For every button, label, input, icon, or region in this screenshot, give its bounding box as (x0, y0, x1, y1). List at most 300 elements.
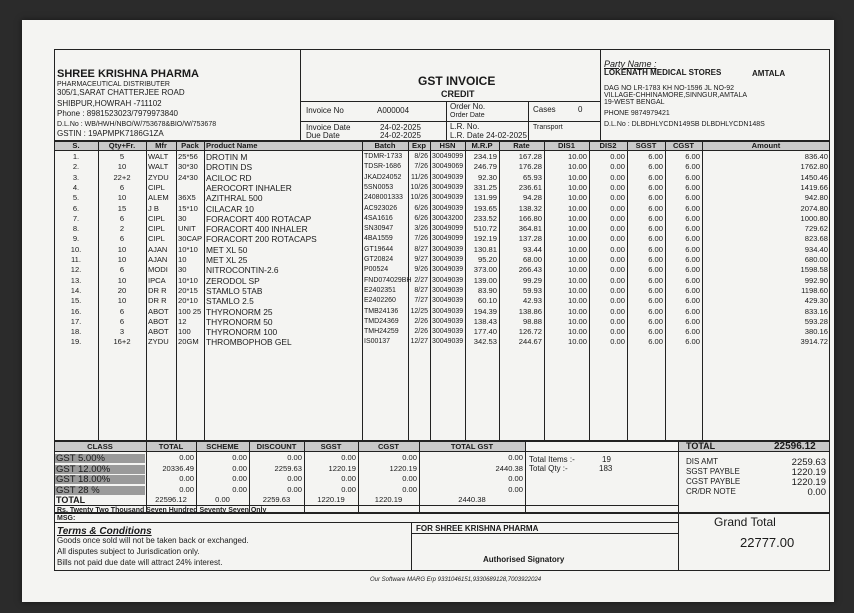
cell-expiry: 9/26 (414, 266, 428, 274)
table-row (54, 234, 830, 244)
cell-qty: 6 (119, 265, 125, 275)
cell-pack: 30CAP (178, 234, 203, 244)
cell-sgst: 6.00 (648, 285, 663, 295)
total-qty-value: 183 (599, 464, 613, 473)
cell-batch: FND074029BH (364, 276, 412, 284)
cell-product-name: ZERODOL SP (206, 275, 260, 286)
cell-cgst: 6.00 (685, 265, 700, 275)
cell-batch: E2402351 (364, 286, 396, 294)
cell-qty: 10 (117, 244, 127, 254)
cell-mfr: CIPL (148, 224, 165, 234)
cell-dis1: 10.00 (567, 275, 587, 285)
invoice-title: GST INVOICE (418, 74, 496, 88)
cell-rate: 364.81 (518, 224, 542, 234)
cell-product-name: FORACORT 400 INHALER (206, 224, 308, 235)
cell-qty: 5 (119, 152, 125, 161)
cell-pack: 100 (178, 327, 191, 337)
cell-qty: 6 (119, 306, 125, 316)
cell-product-name: THYRONORM 25 (206, 306, 273, 317)
totals-row-value: 0.00 (807, 487, 826, 498)
tax-cell-class: GST 28 % (56, 484, 100, 496)
cell-amount: 729.62 (804, 224, 828, 234)
cell-expiry: 2/27 (414, 276, 428, 284)
cell-batch: SN30947 (364, 225, 394, 233)
cell-cgst: 6.00 (685, 213, 700, 223)
party-name: LOKENATH MEDICAL STORES (604, 68, 722, 77)
cell-hsn: 30049099 (432, 153, 464, 160)
cell-serial: 4. (72, 182, 80, 192)
cell-qty: 10 (117, 275, 127, 285)
cell-product-name: FORACORT 200 ROTACAPS (206, 234, 317, 245)
total-items-label: Total Items :- (529, 455, 575, 464)
tax-cell-class: GST 5.00% (56, 453, 105, 464)
cell-qty: 16+2 (113, 337, 131, 347)
grand-total-value: 22777.00 (740, 535, 795, 550)
cell-mrp: 234.19 (473, 152, 497, 161)
column-header-dis1: DIS1 (558, 141, 575, 150)
tax-cell-total: 0.00 (179, 474, 194, 483)
tax-column-divider (419, 441, 420, 513)
cell-qty: 10 (117, 296, 127, 306)
cell-hsn: 30049039 (432, 328, 464, 336)
cell-batch: P00524 (364, 266, 389, 274)
tax-total-cgst: 1220.19 (374, 495, 403, 504)
software-footer: Our Software MARG Erp 9331046151,9330689128,7003922024 (370, 577, 542, 583)
cell-dis1: 10.00 (567, 244, 587, 254)
cell-amount: 942.80 (804, 193, 828, 203)
cell-batch: 4BA1559 (364, 235, 393, 243)
tax-cell-discount: 2259.63 (274, 463, 302, 473)
cell-serial: 1. (72, 152, 80, 161)
cell-product-name: MET XL 25 (206, 255, 248, 265)
totals-row-label: CR/DR NOTE (686, 487, 736, 496)
cell-batch: IS00137 (364, 338, 391, 346)
cell-mrp: 194.39 (473, 306, 497, 316)
cell-amount: 2074.80 (800, 203, 828, 213)
cell-rate: 98.88 (522, 316, 542, 326)
table-row (54, 183, 830, 193)
cell-expiry: 7/26 (414, 235, 428, 243)
cell-hsn: 30049039 (432, 286, 464, 294)
cell-mrp: 92.30 (477, 172, 497, 182)
grand-subtotal-value: 22596.12 (774, 441, 816, 452)
table-row (54, 265, 830, 275)
cases-value: 0 (578, 105, 583, 114)
cell-pack: 10*10 (178, 244, 198, 254)
tax-total-class: TOTAL (56, 495, 86, 505)
tax-cell-total-gst: 0.00 (508, 474, 523, 483)
cell-amount: 1762.80 (800, 162, 828, 172)
cell-dis1: 10.00 (567, 316, 587, 326)
cell-rate: 137.28 (518, 234, 542, 244)
cell-sgst: 6.00 (648, 265, 663, 275)
cell-mrp: 130.81 (473, 244, 497, 254)
due-date-label: Due Date (306, 131, 340, 140)
column-header-hsn: HSN (439, 141, 456, 150)
cell-batch: TMH24259 (364, 328, 399, 336)
cell-pack: 10*10 (178, 275, 198, 285)
cell-dis1: 10.00 (567, 203, 587, 213)
cell-qty: 2 (119, 224, 125, 234)
cell-dis2: 0.00 (610, 337, 625, 347)
cell-mrp: 233.52 (473, 213, 497, 223)
cell-expiry: 12/25 (410, 307, 428, 315)
cell-hsn: 30049039 (432, 256, 464, 263)
cell-dis1: 10.00 (567, 337, 587, 347)
cell-mfr: ALEM (148, 193, 169, 203)
total-qty-label: Total Qty :- (529, 464, 568, 473)
cell-dis2: 0.00 (610, 152, 625, 161)
cell-product-name: DROTIN DS (206, 162, 253, 173)
table-row (54, 317, 830, 327)
cell-product-name: AEROCORT INHALER (206, 182, 292, 193)
cell-rate: 138.86 (518, 306, 542, 316)
column-header-serial: S. (72, 141, 80, 150)
cell-product-name: FORACORT 400 ROTACAP (206, 213, 312, 224)
column-header-dis2: DIS2 (599, 141, 617, 150)
cell-mfr: ABOT (148, 316, 169, 326)
cell-dis1: 10.00 (567, 234, 587, 244)
total-items-value: 19 (602, 455, 611, 464)
cell-qty: 20 (117, 285, 127, 295)
cell-hsn: 30049039 (432, 204, 464, 212)
cell-pack: 20*15 (178, 285, 198, 295)
cell-pack: 30 (178, 213, 187, 223)
due-date: 24-02-2025 (380, 131, 421, 140)
cell-dis2: 0.00 (610, 296, 625, 306)
cell-mrp: 192.19 (473, 234, 497, 244)
cell-hsn: 30049039 (432, 297, 464, 305)
cell-dis2: 0.00 (610, 265, 625, 275)
tax-cell-scheme: 0.00 (232, 463, 247, 473)
cell-mfr: ABOT (148, 327, 169, 337)
cell-dis2: 0.00 (610, 234, 625, 244)
cell-qty: 6 (119, 316, 125, 326)
cell-qty: 10 (117, 193, 127, 203)
cell-sgst: 6.00 (648, 337, 663, 347)
cell-mrp: 246.79 (473, 162, 497, 172)
cell-serial: 10. (70, 244, 82, 254)
cell-product-name: STAMLO 2.5 (206, 296, 254, 307)
cell-hsn: 30049099 (432, 225, 464, 233)
cell-cgst: 6.00 (685, 224, 700, 234)
tax-cell-cgst: 1220.19 (389, 463, 417, 473)
tax-cell-scheme: 0.00 (232, 474, 247, 483)
invoice-type: CREDIT (441, 89, 475, 99)
tax-cell-total: 20336.49 (162, 463, 194, 473)
column-header-product-name: Product Name (206, 141, 258, 150)
cell-batch: TMB24136 (364, 307, 399, 315)
cell-dis1: 10.00 (567, 306, 587, 316)
cell-qty: 3 (119, 327, 125, 337)
seller-gstin: GSTIN : 19APMPK7186G1ZA (57, 129, 164, 138)
column-header-sgst: SGST (635, 141, 657, 150)
cell-serial: 5. (72, 193, 80, 203)
cell-sgst: 6.00 (648, 244, 663, 254)
totals-row-label: CGST PAYBLE (686, 477, 741, 486)
cell-pack: 20GM (178, 337, 199, 347)
totals-row-label: DIS AMT (686, 457, 719, 466)
table-row (54, 173, 830, 183)
cell-cgst: 6.00 (685, 162, 700, 172)
cell-cgst: 6.00 (685, 337, 700, 347)
tax-cell-cgst: 0.00 (402, 453, 417, 462)
party-address-line3: 19-WEST BENGAL (604, 99, 665, 106)
cell-cgst: 6.00 (685, 234, 700, 244)
column-header-cgst: CGST (672, 141, 695, 150)
terms-line-2: All disputes subject to Jurisdication only. (57, 547, 200, 556)
cell-rate: 65.93 (522, 172, 542, 182)
cases-label: Cases (533, 105, 556, 114)
cell-dis1: 10.00 (567, 265, 587, 275)
table-row (54, 224, 830, 234)
cell-amount: 593.28 (804, 316, 828, 326)
tax-header-discount: DISCOUNT (256, 442, 297, 451)
cell-mrp: 139.00 (473, 275, 497, 285)
cell-batch: TMD24369 (364, 317, 399, 325)
cell-mrp: 60.10 (477, 296, 497, 306)
cell-cgst: 6.00 (685, 255, 700, 264)
cell-hsn: 30049039 (432, 266, 464, 274)
invoice-date-label: Invoice Date (306, 123, 351, 132)
cell-pack: 20*10 (178, 296, 198, 306)
cell-hsn: 30049039 (432, 183, 464, 191)
cell-batch: 4SA1616 (364, 214, 393, 222)
transport-label: Transport (533, 124, 563, 131)
cell-cgst: 6.00 (685, 327, 700, 337)
cell-expiry: 10/26 (410, 183, 428, 191)
cell-mfr: AJAN (148, 244, 168, 254)
cell-mrp: 138.43 (473, 316, 497, 326)
cell-mfr: CIPL (148, 182, 165, 192)
cell-mfr: ABOT (148, 306, 169, 316)
cell-dis1: 10.00 (567, 224, 587, 234)
tax-total-scheme: 0.00 (215, 495, 230, 504)
tax-cell-total-gst: 2440.38 (495, 463, 523, 473)
cell-serial: 19. (70, 337, 82, 347)
tax-cell-total-gst: 0.00 (508, 484, 523, 494)
cell-cgst: 6.00 (685, 244, 700, 254)
tax-cell-cgst: 0.00 (402, 484, 417, 494)
cell-sgst: 6.00 (648, 275, 663, 285)
cell-serial: 18. (70, 327, 82, 337)
cell-expiry: 8/27 (414, 245, 428, 253)
cell-hsn: 30049039 (432, 245, 464, 253)
column-header-expiry: Exp (412, 141, 426, 150)
cell-qty: 22+2 (113, 172, 131, 182)
cell-product-name: THYRONORM 50 (206, 316, 273, 327)
tax-total-total-gst: 2440.38 (458, 495, 486, 504)
tax-header-total: TOTAL (158, 442, 184, 451)
cell-mrp: 331.25 (473, 182, 497, 192)
tax-cell-sgst: 0.00 (341, 474, 356, 483)
tax-cell-scheme: 0.00 (232, 484, 247, 494)
cell-dis2: 0.00 (610, 255, 625, 264)
cell-product-name: THYRONORM 100 (206, 327, 278, 338)
amount-in-words: Rs. Twenty Two Thousand Seven Hundred Seventy Seven Only (57, 507, 267, 514)
tax-cell-discount: 0.00 (287, 484, 302, 494)
party-place: AMTALA (752, 69, 786, 78)
cell-rate: 94.28 (522, 193, 542, 203)
lr-number-label: L.R. No. (450, 122, 480, 131)
party-name-label: Party Name : (604, 59, 657, 69)
tax-cell-sgst: 0.00 (341, 453, 356, 462)
cell-dis2: 0.00 (610, 172, 625, 182)
cell-expiry: 9/27 (414, 256, 428, 263)
cell-mfr: MODI (148, 265, 168, 275)
cell-dis1: 10.00 (567, 255, 587, 264)
tax-cell-class: GST 12.00% (56, 463, 111, 475)
tax-cell-sgst: 1220.19 (328, 463, 356, 473)
cell-batch: E2402260 (364, 297, 396, 305)
order-number-label: Order No. (450, 102, 486, 111)
cell-amount: 1000.80 (800, 213, 828, 223)
tax-total-total: 22596.12 (155, 495, 187, 504)
cell-expiry: 7/26 (414, 163, 428, 171)
table-row (54, 204, 830, 214)
cell-mfr: J B (148, 203, 159, 213)
invoice-number: A000004 (377, 106, 410, 115)
tax-cell-discount: 0.00 (287, 453, 302, 462)
tax-header-class: CLASS (87, 442, 113, 451)
cell-rate: 59.93 (522, 285, 542, 295)
tax-cell-scheme: 0.00 (232, 453, 247, 462)
cell-dis2: 0.00 (610, 193, 625, 203)
seller-address-line1: 305/1,SARAT CHATTERJEE ROAD (57, 88, 185, 97)
tax-column-divider (304, 441, 305, 513)
cell-sgst: 6.00 (648, 255, 663, 264)
cell-pack: 100 25 (178, 306, 202, 316)
cell-rate: 244.67 (518, 337, 542, 347)
cell-amount: 992.90 (804, 275, 828, 285)
cell-product-name: THROMBOPHOB GEL (206, 337, 292, 348)
cell-mrp: 131.99 (473, 193, 497, 203)
cell-batch: TDMR-1733 (364, 153, 403, 160)
authorised-signatory: Authorised Signatory (483, 555, 565, 564)
cell-sgst: 6.00 (648, 203, 663, 213)
cell-batch: GT20824 (364, 256, 394, 263)
cell-product-name: CILACAR 10 (206, 203, 254, 214)
cell-expiry: 7/27 (414, 297, 428, 305)
lr-date: L.R. Date 24-02-2025 (450, 131, 527, 140)
cell-dis2: 0.00 (610, 162, 625, 172)
tax-header-scheme: SCHEME (206, 442, 239, 451)
cell-qty: 15 (117, 203, 127, 213)
cell-pack: 10 (178, 255, 187, 264)
cell-mfr: ZYDU (148, 337, 169, 347)
column-header-pack: Pack (181, 141, 199, 150)
cell-sgst: 6.00 (648, 224, 663, 234)
column-header-mrp: M.R.P (471, 141, 493, 150)
cell-sgst: 6.00 (648, 172, 663, 182)
cell-cgst: 6.00 (685, 316, 700, 326)
cell-mfr: CIPL (148, 213, 165, 223)
cell-batch: 5SN0053 (364, 183, 394, 191)
cell-rate: 126.72 (518, 327, 542, 337)
cell-batch: JKAD24052 (364, 173, 402, 181)
cell-mrp: 193.65 (473, 203, 497, 213)
totals-row-value: 2259.63 (791, 457, 826, 468)
seller-tagline: PHARMACEUTICAL DISTRIBUTER (57, 81, 170, 88)
cell-serial: 15. (70, 296, 82, 306)
cell-product-name: NITROCONTIN-2.6 (206, 265, 279, 276)
party-address-line2: VILLAGE-CHHINAMORE,SINNGUR,AMTALA (604, 92, 748, 99)
cell-rate: 68.00 (522, 255, 542, 264)
cell-pack: 36X5 (178, 193, 196, 203)
cell-batch: TDSR-1686 (364, 163, 401, 171)
cell-mfr: CIPL (148, 234, 165, 244)
cell-expiry: 8/27 (414, 286, 428, 294)
cell-rate: 99.29 (522, 275, 542, 285)
cell-mrp: 510.72 (473, 224, 497, 234)
order-date-label: Order Date (450, 112, 485, 119)
message-label: MSG: (57, 515, 76, 522)
cell-mfr: ZYDU (148, 172, 169, 182)
tax-header-cgst: CGST (377, 442, 400, 451)
tax-cell-sgst: 0.00 (341, 484, 356, 494)
cell-expiry: 8/26 (414, 153, 428, 160)
tax-cell-total-gst: 0.00 (508, 453, 523, 462)
cell-mrp: 177.40 (473, 327, 497, 337)
column-header-batch: Batch (374, 141, 396, 150)
cell-dis2: 0.00 (610, 306, 625, 316)
tax-cell-total: 0.00 (179, 453, 194, 462)
party-phone: PHONE 9874979421 (604, 110, 670, 117)
cell-mrp: 95.20 (477, 255, 497, 264)
cell-dis1: 10.00 (567, 172, 587, 182)
table-row (54, 337, 830, 347)
cell-dis2: 0.00 (610, 327, 625, 337)
cell-cgst: 6.00 (685, 193, 700, 203)
cell-rate: 166.80 (518, 213, 542, 223)
cell-rate: 42.93 (522, 296, 542, 306)
cell-product-name: MET XL 50 (206, 244, 248, 255)
cell-sgst: 6.00 (648, 213, 663, 223)
party-address-line1: DAG NO LR-1783 KH NO-1596 JL NO-92 (604, 85, 735, 92)
terms-line-1: Goods once sold will not be taken back or exchanged. (57, 536, 249, 545)
cell-sgst: 6.00 (648, 306, 663, 316)
cell-dis2: 0.00 (610, 285, 625, 295)
cell-amount: 833.16 (804, 306, 828, 316)
signature-for-firm: FOR SHREE KRISHNA PHARMA (416, 524, 539, 533)
cell-hsn: 30049039 (432, 276, 464, 284)
cell-product-name: STAMLO 5TAB (206, 285, 263, 296)
cell-sgst: 6.00 (648, 296, 663, 306)
cell-expiry: 6/26 (414, 204, 428, 212)
table-row (54, 327, 830, 337)
cell-mfr: WALT (148, 162, 169, 172)
cell-amount: 823.68 (804, 234, 828, 244)
tax-cell-cgst: 0.00 (402, 474, 417, 483)
cell-dis2: 0.00 (610, 213, 625, 223)
cell-cgst: 6.00 (685, 172, 700, 182)
tax-column-divider (358, 441, 359, 513)
cell-pack: 25*56 (178, 152, 198, 161)
grand-subtotal-label: TOTAL (686, 441, 716, 451)
tax-header-total-gst: TOTAL GST (450, 442, 494, 451)
tax-column-divider (249, 441, 250, 513)
cell-hsn: 30049069 (432, 163, 464, 171)
cell-sgst: 6.00 (648, 234, 663, 244)
cell-serial: 14. (70, 285, 82, 295)
cell-amount: 1198.60 (801, 285, 828, 295)
cell-pack: 12 (178, 316, 187, 326)
invoice-number-label: Invoice No (306, 106, 344, 115)
cell-cgst: 6.00 (685, 296, 700, 306)
gst-invoice-document (54, 49, 830, 583)
tax-total-sgst: 1220.19 (317, 495, 345, 504)
cell-pack: 24*30 (178, 172, 198, 182)
